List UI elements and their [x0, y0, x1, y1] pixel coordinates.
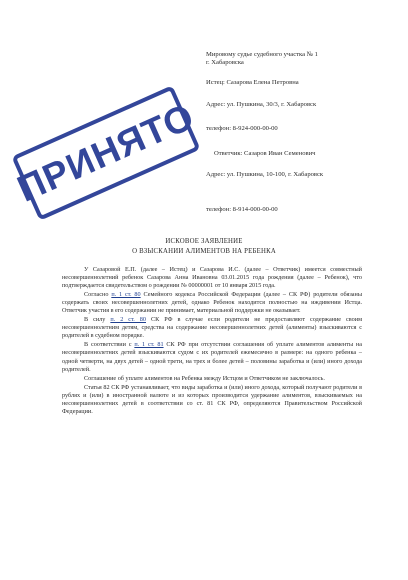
law-link[interactable]: п. 2 ст. 80 — [110, 316, 146, 324]
paragraph: Статья 82 СК РФ устанавливает, что виды заработка и (или) иного дохода, который получают родители в рублях и (или) в иностранной валюте и из которых производится удержание алиментов, взыскиваемых на несовершеннолетних детей в соответствии со ст. 81 СК РФ, определяются Правительством Российской Федерации. — [62, 383, 362, 415]
document-subtitle: О ВЗЫСКАНИИ АЛИМЕНТОВ НА РЕБЕНКА — [132, 248, 276, 255]
law-link[interactable]: п. 1 ст. 80 — [111, 291, 141, 299]
stamp-text: ПРИНЯТО — [11, 95, 201, 210]
plaintiff-phone: телефон: 8-924-000-00-00 — [206, 125, 278, 132]
paragraph: Соглашение об уплате алиментов на Ребенка между Истцом и Ответчиком не заключалось. — [84, 374, 325, 382]
defendant-phone: телефон: 8-914-000-00-00 — [206, 206, 278, 213]
defendant-name: Ответчик: Сазаров Иван Семенович — [214, 150, 316, 157]
defendant-address: Адрес: ул. Пушкина, 10-100, г. Хабаровск — [206, 171, 324, 178]
paragraph-text: В соответствии с — [84, 341, 135, 349]
plaintiff-address: Адрес: ул. Пушкина, 30/3, г. Хабаровск — [206, 101, 317, 108]
plaintiff-name: Истец: Сазарова Елена Петровна — [206, 79, 299, 86]
paragraph — [62, 291, 362, 315]
paragraph — [62, 341, 362, 373]
paragraph-text: Семейного кодекса Российской Федерации (далее – СК РФ) родители обязаны содержать своих несовершеннолетних детей, однако Ребенок находится полностью на иждивении Истца. Ответчик участия в его содержании не принимает, материальной поддержки не оказывает. — [62, 291, 362, 315]
paragraph-text: СК РФ в случае если родители не предоставляют содержание своим несовершеннолетним детям, средства на содержание несовершеннолетних детей (алименты) взыскиваются с родителей в судебном порядке. — [62, 316, 362, 340]
paragraph: У Сазаровой Е.П. (далее – Истец) и Сазарова И.С. (далее – Ответчик) имеется совместный несовершеннолетний ребенок Сазарова Анна Ивановна 03.01.2015 года рождения (далее – Ребенок), что подтверждается свидетельством о рождении № 00000001 от 10 января 2015 года. — [62, 266, 362, 290]
paragraph-text: Согласно — [84, 291, 112, 299]
paragraph — [62, 316, 362, 340]
document-body — [62, 266, 362, 417]
law-link[interactable]: п. 1 ст. 81 — [134, 341, 164, 349]
paragraph-text: В силу — [84, 316, 111, 324]
paragraph-text: СК РФ при отсутствии соглашения об уплате алиментов алименты на несовершеннолетних детей взыскиваются судом с их родителей ежемесячно в размере: на одного ребенка – одной четверти, на двух детей – одной трети, на трех и более детей – половины заработка и (или) иного дохода родителей. — [62, 341, 362, 373]
court-addressee: Мировому судье судебного участка № 1 г. Хабаровска — [206, 51, 318, 67]
accepted-stamp — [11, 85, 200, 221]
document-title: ИСКОВОЕ ЗАЯВЛЕНИЕ — [165, 238, 243, 245]
